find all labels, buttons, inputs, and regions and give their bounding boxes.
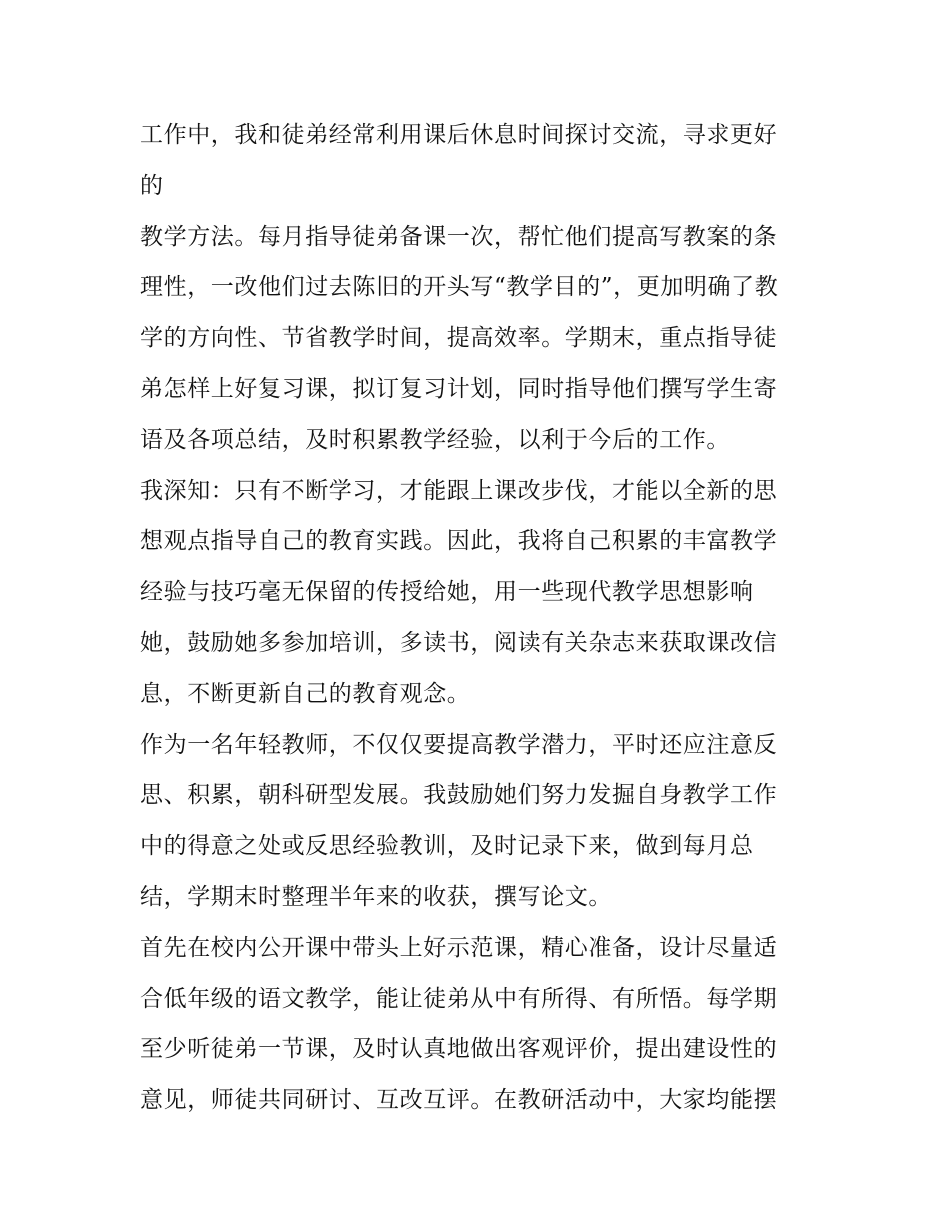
text-line: 理性，一改他们过去陈旧的开头写“教学目的”，更加明确了教: [140, 274, 779, 301]
text-line: 学的方向性、节省教学时间，提高效率。学期末，重点指导徒: [140, 325, 778, 352]
text-line: 至少听徒弟一节课，及时认真地做出客观评价，提出建设性的: [140, 1036, 778, 1063]
text-line: 意见，师徒共同研讨、互改互评。在教研活动中，大家均能摆: [140, 1087, 778, 1114]
text-line: 弟怎样上好复习课，拟订复习计划，同时指导他们撰写学生寄: [140, 375, 778, 402]
text-line: 合低年级的语文教学，能让徒弟从中有所得、有所悟。每学期: [140, 985, 778, 1012]
text-line: 想观点指导自己的教育实践。因此，我将自己积累的丰富教学: [140, 528, 778, 555]
text-line: 教学方法。每月指导徒弟备课一次，帮忙他们提高写教案的条: [140, 223, 778, 250]
text-line: 语及各项总结，及时积累教学经验，以利于今后的工作。: [140, 426, 730, 453]
text-line: 她，鼓励她多参加培训，多读书，阅读有关杂志来获取课改信: [140, 629, 778, 656]
document-body: [140, 110, 820, 1126]
text-line: 中的得意之处或反思经验教训，及时记录下来，做到每月总: [140, 833, 754, 860]
text-line: 工作中，我和徒弟经常利用课后休息时间探讨交流，寻求更好: [140, 122, 778, 148]
text-line: 思、积累，朝科研型发展。我鼓励她们努力发掘自身教学工作: [140, 782, 778, 809]
text-line: 结，学期末时整理半年来的收获，撰写论文。: [140, 883, 612, 910]
text-line: 首先在校内公开课中带头上好示范课，精心准备，设计尽量适: [140, 934, 778, 961]
text-line: 的: [140, 172, 164, 199]
text-line: 息，不断更新自己的教育观念。: [140, 680, 471, 707]
text-line: 我深知：只有不断学习，才能跟上课改步伐，才能以全新的思: [140, 477, 778, 504]
text-line: 经验与技巧毫无保留的传授给她，用一些现代教学思想影响: [140, 579, 754, 606]
text-line: 作为一名年轻教师，不仅仅要提高教学潜力，平时还应注意反: [140, 731, 778, 758]
